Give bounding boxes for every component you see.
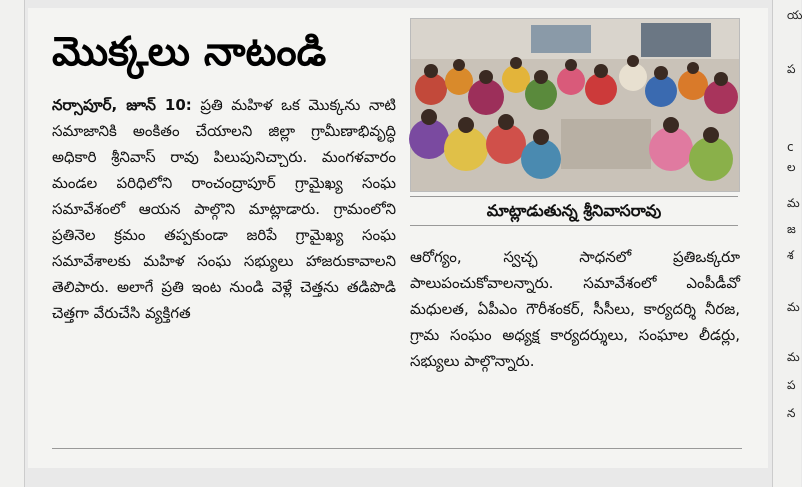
side-fragment: శ bbox=[787, 248, 794, 262]
body-text-left: ప్రతి మహిళ ఒక మొక్కను నాటి సమాజానికి అంకితం చేయాలని జిల్లా గ్రామీణాభివృద్ధి అధికారి శ్రీనివాస్ రావు పిలుపునిచ్చారు. మంగళవారం మండల పరిధిలోని రాంచంద్రాపూర్ గ్రామైఖ్య సంఘ సమావేశంలో ఆయన పాల్గొని మాట్లాడారు. గ్రామంలోని ప్రతినెల క్రమం తప్పకుండా జరిపే గ్రామైఖ్య సంఘ సమావేశాలకు మహిళ సంఘ సభ్యులు హాజరుకావాలని తెలిపారు. అలాగే ప్రతి ఇంట నుండి వెళ్లే చెత్తను తడిపొడి చెత్తగా వేరుచేసి వ్యక్తిగత bbox=[52, 96, 396, 322]
article-paragraph bbox=[52, 92, 396, 326]
side-fragment: మ bbox=[787, 350, 800, 364]
side-fragment: మ bbox=[787, 196, 800, 210]
side-fragment: ప bbox=[787, 378, 796, 392]
article-body-left bbox=[52, 92, 396, 326]
side-fragment: న bbox=[787, 406, 796, 420]
article-body-right bbox=[410, 244, 740, 374]
meeting-photo bbox=[410, 18, 740, 192]
body-text-right: ఆరోగ్యం, స్వచ్ఛ సాధనలో ప్రతిఒక్కరూ పాలుపంచుకోవాలన్నారు. సమావేశంలో ఎంపీడీవో మధులత, ఏపీఎం గౌరీశంకర్, సీసీలు, కార్యదర్శి నీరజ, గ్రామ సంఘం అధ్యక్ష కార్యదర్శులు, సంఘాల లీడర్లు, సభ్యులు పాల్గొన్నారు. bbox=[410, 248, 740, 370]
side-fragment: ప bbox=[787, 62, 796, 76]
bottom-divider bbox=[52, 448, 742, 449]
meeting-photo-illustration bbox=[411, 19, 739, 191]
side-fragment: య bbox=[787, 8, 802, 22]
photo-caption: మాట్లాడుతున్న శ్రీనివాసరావు bbox=[410, 196, 738, 226]
side-fragment: జ bbox=[787, 222, 796, 236]
headline: మొక్కలు నాటండి bbox=[52, 29, 327, 75]
dateline: నర్సాపూర్, జూన్ 10: bbox=[52, 96, 192, 114]
side-fragment: మ bbox=[787, 300, 800, 314]
adjacent-column-right bbox=[772, 0, 801, 487]
adjacent-column-left bbox=[0, 0, 25, 487]
side-fragment: ల bbox=[787, 160, 796, 174]
side-fragment: c bbox=[787, 140, 794, 154]
